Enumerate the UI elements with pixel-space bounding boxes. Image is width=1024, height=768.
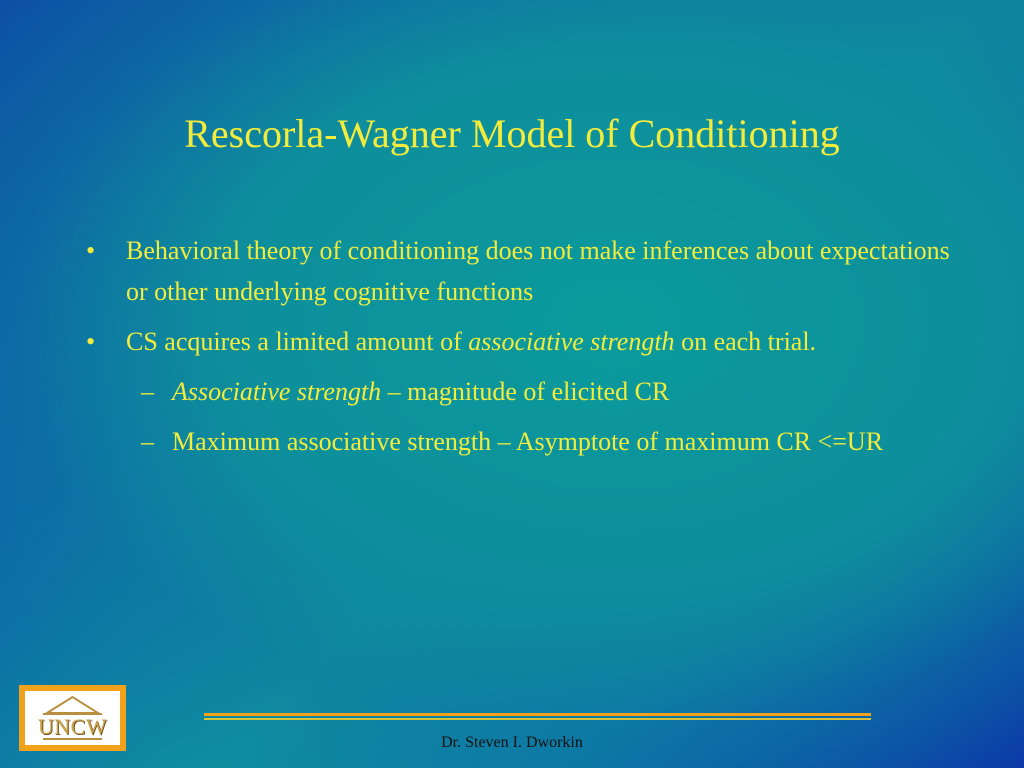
sub-bullet-suffix: – magnitude of elicited CR xyxy=(381,377,670,406)
sub-bullet-emphasis: Associative strength xyxy=(172,377,382,406)
sub-bullet-marker: – xyxy=(141,377,154,406)
slide-title: Rescorla-Wagner Model of Conditioning xyxy=(184,111,840,156)
bullet-marker: • xyxy=(86,236,96,265)
footer-divider xyxy=(204,713,871,716)
sub-bullet-text: Maximum associative strength – Asymptote of maximum CR <=UR xyxy=(172,427,884,456)
bullet-text: Behavioral theory of conditioning does not make inferences about expectations or other underlying cognitive functions xyxy=(126,236,950,306)
sub-bullet-text xyxy=(172,377,669,406)
footer-author: Dr. Steven I. Dworkin xyxy=(441,734,583,751)
bullet-text-emphasis: associative strength xyxy=(468,327,675,356)
sub-bullet-marker: – xyxy=(141,427,154,456)
bullet-marker: • xyxy=(86,327,96,356)
bullet-item xyxy=(86,230,966,312)
sub-bullet-item xyxy=(86,421,966,462)
bullet-text xyxy=(126,327,816,356)
bullet-text-suffix: on each trial. xyxy=(674,327,817,356)
sub-bullet-item xyxy=(86,371,966,412)
logo-text: UNCW xyxy=(37,714,108,739)
bullet-text-prefix: CS acquires a limited amount of xyxy=(126,327,469,356)
footer-divider-secondary xyxy=(204,718,871,720)
bullet-item xyxy=(86,321,966,362)
slide-content xyxy=(86,230,966,471)
